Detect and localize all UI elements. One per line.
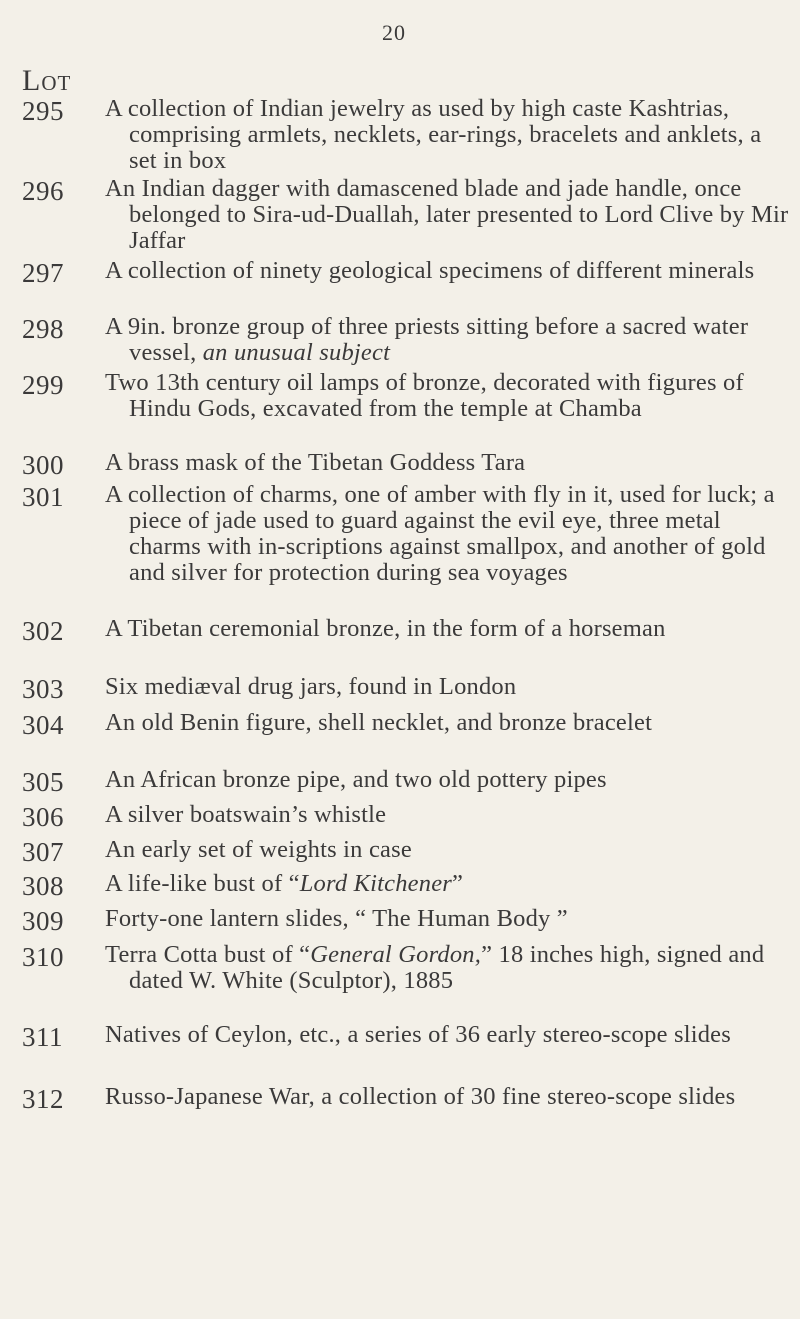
lot-description: Russo-Japanese War, a collection of 30 fine stereo-scope slides [105,1083,736,1110]
lot-description: A brass mask of the Tibetan Goddess Tara [105,449,526,476]
lot-description: A silver boatswain’s whistle [105,801,387,828]
lot-description-text-end: ” 18 inches high, signed and dated W. White (Sculptor), 1885 [129,941,765,994]
lot-description: Two 13th century oil lamps of bronze, decorated with figures of Hindu Gods, excavated from the temple at Chamba [105,369,744,422]
lot-number: 308 [22,871,64,901]
lot-description: A collection of charms, one of amber with fly in it, used for luck; a piece of jade used to guard against the evil eye, three metal charms with in-scriptions against smallpox, and another of gold and silver for protection during sea voyages [105,481,775,586]
lot-number: 295 [22,96,64,126]
lot-description: An Indian dagger with damascened blade and jade handle, once belonged to Sira-ud-Duallah, later presented to Lord Clive by Mir Jaffar [105,175,789,254]
lot-number: 309 [22,906,64,936]
lot-description-text: Terra Cotta bust of “ [105,941,311,968]
lot-description: Six mediæval drug jars, found in London [105,673,517,700]
lot-number: 298 [22,314,64,344]
lot-number: 310 [22,942,64,972]
lot-column-heading: Lot [22,64,72,97]
page-number: 20 [382,20,406,45]
lot-number: 296 [22,176,64,206]
lot-number: 297 [22,258,64,288]
lot-number: 301 [22,482,64,512]
lot-description [105,314,795,366]
lot-description: A collection of ninety geological specimens of different minerals [105,257,755,284]
lot-number: 304 [22,710,64,740]
lot-description: A Tibetan ceremonial bronze, in the form of a horseman [105,615,666,642]
lot-description: An early set of weights in case [105,836,412,863]
lot-number: 307 [22,837,64,867]
lot-description: An African bronze pipe, and two old pottery pipes [105,766,607,793]
lot-number: 312 [22,1084,64,1114]
lot-number: 305 [22,767,64,797]
lot-description-italic: General Gordon, [310,941,482,968]
lot-description-text: A 9in. bronze group of three priests sitting before a sacred water vessel, [105,313,749,366]
lot-description-italic: an unusual subject [202,339,391,366]
lot-description-text: A life-like bust of “ [105,870,300,897]
lot-number: 306 [22,802,64,832]
lot-description: A collection of Indian jewelry as used by high caste Kashtrias, comprising armlets, necklets, ear-rings, bracelets and anklets, a set in box [105,95,762,174]
lot-description-italic: Lord Kitchener [299,870,453,897]
lot-description [105,871,795,897]
lot-number: 303 [22,674,64,704]
lot-description: An old Benin figure, shell necklet, and bronze bracelet [105,709,653,736]
lot-description: Forty-one lantern slides, “ The Human Body ” [105,905,568,932]
lot-number: 300 [22,450,64,480]
lot-description-text-end: ” [452,870,464,897]
lot-description [105,942,795,994]
lot-number: 302 [22,616,64,646]
lot-number: 311 [22,1022,63,1052]
lot-description: Natives of Ceylon, etc., a series of 36 early stereo-scope slides [105,1021,731,1048]
lot-number: 299 [22,370,64,400]
